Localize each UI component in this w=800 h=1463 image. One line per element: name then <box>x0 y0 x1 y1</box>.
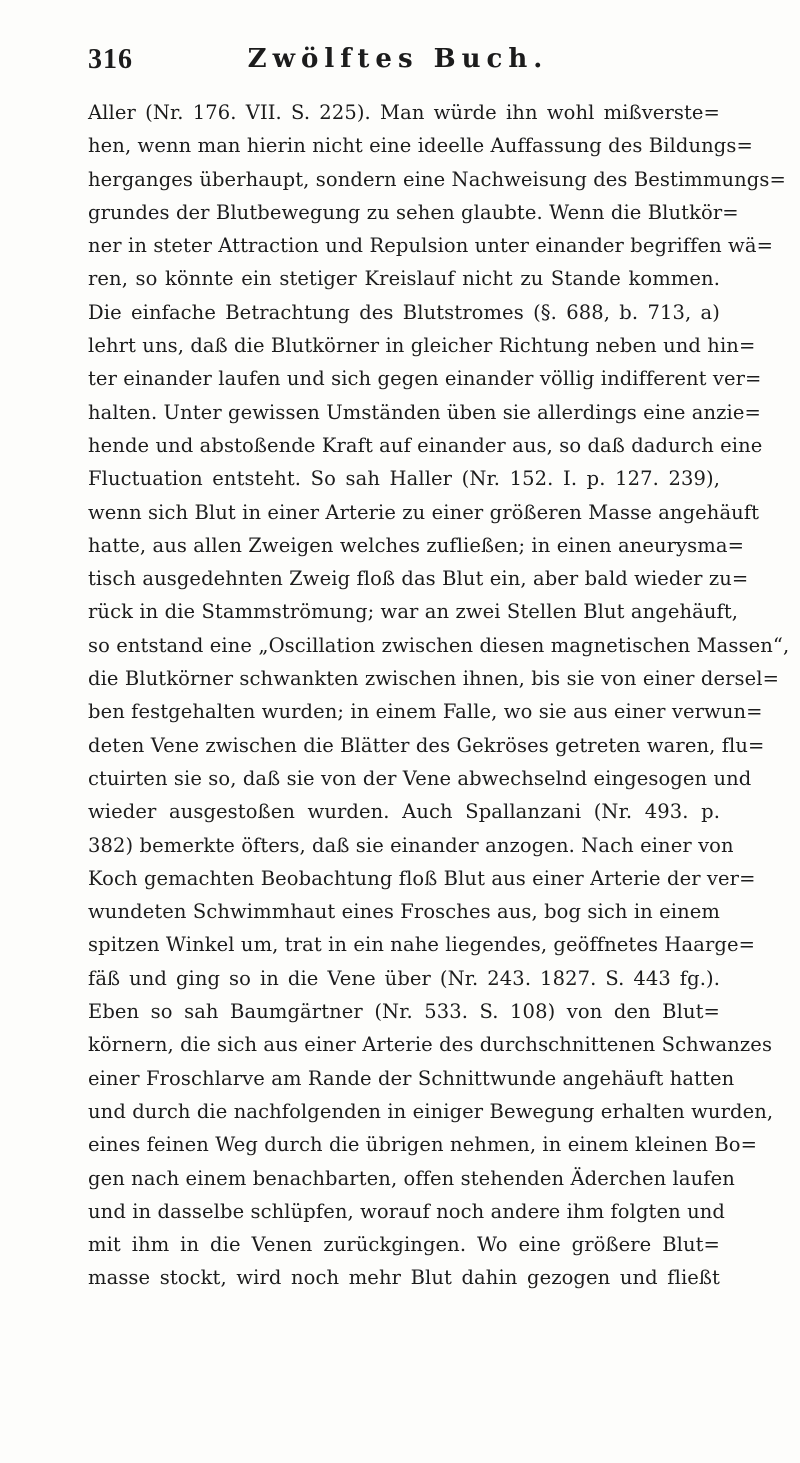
text-line: herganges überhaupt, sondern eine Nachweisung des Bestimmungs= <box>88 167 786 191</box>
text-line: grundes der Blutbewegung zu sehen glaubte. Wenn die Blutkör= <box>88 200 739 224</box>
text-line: Fluctuation entsteht. So sah Haller (Nr. 152. I. p. 127. 239), <box>88 467 720 491</box>
text-line: lehrt uns, daß die Blutkörner in gleicher Richtung neben und hin= <box>88 334 756 358</box>
text-line: ter einander laufen und sich gegen einander völlig indifferent ver= <box>88 367 762 391</box>
text-line: ner in steter Attraction und Repulsion unter einander begriffen wä= <box>88 234 774 258</box>
text-line: ben festgehalten wurden; in einem Falle, wo sie aus einer verwun= <box>88 700 763 724</box>
text-line: körnern, die sich aus einer Arterie des durchschnittenen Schwanzes <box>88 1033 773 1057</box>
text-line: deten Vene zwischen die Blätter des Gekröses getreten waren, flu= <box>88 733 765 757</box>
text-line: Aller (Nr. 176. VII. S. 225). Man würde ihn wohl mißverste= <box>88 101 720 124</box>
text-line: wundeten Schwimmhaut eines Frosches aus, bog sich in einem <box>88 900 720 924</box>
text-line: halten. Unter gewissen Umständen üben sie allerdings eine anzie= <box>88 400 761 424</box>
text-line: eines feinen Weg durch die übrigen nehmen, in einem kleinen Bo= <box>88 1133 758 1157</box>
running-title: Zwölftes Buch. <box>247 44 549 74</box>
text-line: hende und abstoßende Kraft auf einander aus, so daß dadurch eine <box>88 433 763 457</box>
text-line: 382) bemerkte öfters, daß sie einander anzogen. Nach einer von <box>88 833 734 857</box>
text-line: masse stockt, wird noch mehr Blut dahin gezogen und fließt <box>88 1266 720 1290</box>
text-line: tisch ausgedehnten Zweig floß das Blut ein, aber bald wieder zu= <box>88 567 749 591</box>
page-header <box>88 44 708 84</box>
text-line: wieder ausgestoßen wurden. Auch Spallanzani (Nr. 493. p. <box>88 800 720 824</box>
text-line: ren, so könnte ein stetiger Kreislauf nicht zu Stande kommen. <box>88 267 720 291</box>
text-line: Die einfache Betrachtung des Blutstromes (§. 688, b. 713, a) <box>88 300 720 324</box>
text-line: hatte, aus allen Zweigen welches zufließen; in einen aneurysma= <box>88 533 745 557</box>
text-line: Eben so sah Baumgärtner (Nr. 533. S. 108) von den Blut= <box>88 1000 720 1024</box>
text-line: hen, wenn man hierin nicht eine ideelle Auffassung des Bildungs= <box>88 134 753 158</box>
text-line: spitzen Winkel um, trat in ein nahe liegendes, geöffnetes Haarge= <box>88 933 756 957</box>
text-line: rück in die Stammströmung; war an zwei Stellen Blut angehäuft, <box>88 600 739 624</box>
text-line: ctuirten sie so, daß sie von der Vene abwechselnd eingesogen und <box>88 766 752 790</box>
text-line: wenn sich Blut in einer Arterie zu einer größeren Masse angehäuft <box>88 500 760 524</box>
text-line: und in dasselbe schlüpfen, worauf noch andere ihm folgten und <box>88 1199 725 1223</box>
body-text <box>88 96 790 1295</box>
text-line: die Blutkörner schwankten zwischen ihnen, bis sie von einer dersel= <box>88 667 780 691</box>
text-line: so entstand eine „Oscillation zwischen diesen magnetischen Massen“, <box>88 633 790 657</box>
text-line: fäß und ging so in die Vene über (Nr. 243. 1827. S. 443 fg.). <box>88 966 720 990</box>
text-line: mit ihm in die Venen zurückgingen. Wo eine größere Blut= <box>88 1233 720 1257</box>
page-number: 316 <box>88 44 133 75</box>
text-line: Koch gemachten Beobachtung floß Blut aus einer Arterie der ver= <box>88 866 756 890</box>
text-line: einer Froschlarve am Rande der Schnittwunde angehäuft hatten <box>88 1066 735 1090</box>
text-line: und durch die nachfolgenden in einiger Bewegung erhalten wurden, <box>88 1099 774 1123</box>
text-line: gen nach einem benachbarten, offen stehenden Äderchen laufen <box>88 1166 735 1190</box>
